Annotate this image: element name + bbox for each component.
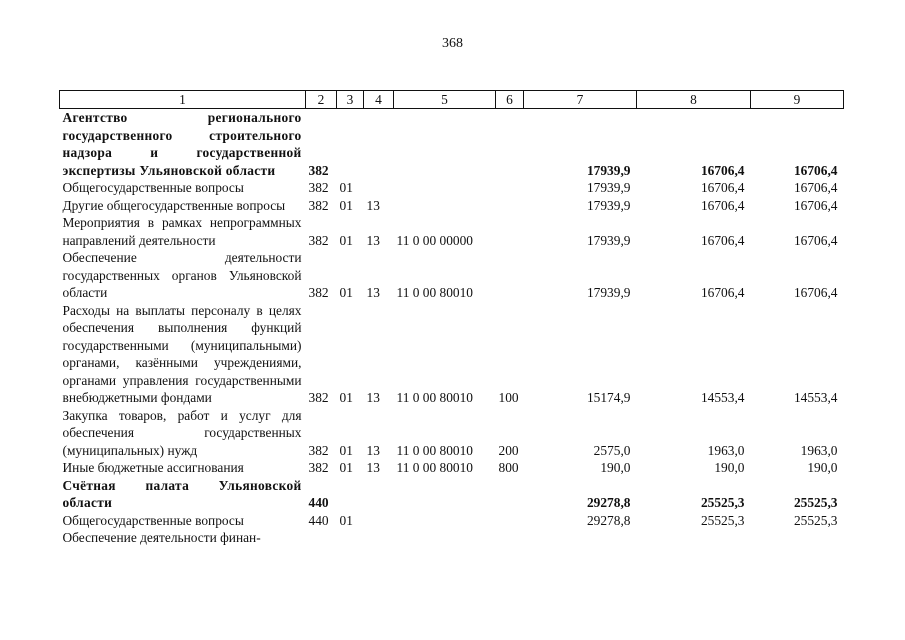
row-name: Обеспечение деятельности государственных органов Ульяновской области [62,250,302,300]
row-expense-type-code [496,477,524,512]
row-value-col9: 25525,3 [793,512,838,528]
row-subsection-code: 13 [366,390,380,405]
row-value-col8: 14553,4 [700,390,745,405]
row-section-code [337,109,364,180]
row-value-col7: 17939,9 [586,180,631,195]
page-number: 368 [442,36,463,51]
row-subsection-code [364,179,394,197]
row-value-col9: 16706,4 [793,285,838,300]
row-subsection-code: 13 [366,460,380,475]
row-name: Мероприятия в рамках непрограммных направлений деятельности [62,215,302,248]
header-cell-7: 7 [524,91,637,109]
row-section-code: 01 [339,442,353,458]
row-value-col9: 14553,4 [793,390,838,405]
row-value-col7: 29278,8 [586,512,631,528]
row-target-code [394,529,496,547]
row-subsection-code [364,512,394,530]
row-ministry-code: 382 [308,162,329,178]
header-cell-5: 5 [394,91,496,109]
header-cell-6: 6 [496,91,524,109]
row-value-col9: 16706,4 [793,232,838,248]
row-name: Иные бюджетные ассигнования [62,460,244,475]
row-target-code: 11 0 00 80010 [396,390,473,405]
row-value-col9: 16706,4 [793,162,838,178]
row-name: Агентство регионального государственного строительного надзора и государственной экспертизы Ульяновской области [62,110,302,178]
row-value-col9: 190,0 [807,460,838,475]
row-target-code: 11 0 00 80010 [396,442,473,458]
row-subsection-code [364,529,394,547]
row-subsection-code [364,109,394,180]
row-name: Общегосударственные вопросы [62,180,244,195]
row-section-code: 01 [339,285,353,300]
row-expense-type-code [496,197,524,215]
row-section-code: 01 [339,232,353,248]
row-value-col9 [751,529,844,547]
row-target-code [394,109,496,180]
row-value-col8: 16706,4 [700,285,745,300]
row-value-col7 [524,529,637,547]
row-value-col8: 16706,4 [700,232,745,248]
row-name: Расходы на выплаты персоналу в целях обеспечения выполнения функций государственными (муниципальными) органами, казёнными учреждениями, органами управления государственными внебюджетными фондами [62,302,302,405]
row-ministry-code: 382 [308,285,329,300]
budget-table [59,90,844,547]
table-row [60,197,844,215]
row-value-col8: 16706,4 [700,162,745,178]
row-subsection-code: 13 [366,442,380,458]
row-value-col9: 16706,4 [793,197,838,213]
table-header [60,91,844,109]
row-section-code: 01 [339,197,353,213]
row-value-col7: 17939,9 [586,197,631,213]
row-name: Закупка товаров, работ и услуг для обеспечения государственных (муниципальных) нужд [62,407,302,458]
row-value-col8: 16706,4 [700,197,745,213]
row-ministry-code: 382 [308,390,329,405]
row-target-code [394,179,496,197]
row-section-code: 01 [339,512,353,528]
row-subsection-code: 13 [366,232,380,248]
row-target-code: 11 0 00 00000 [396,232,473,248]
row-section-code: 01 [339,460,353,475]
row-target-code [394,477,496,512]
table-row [60,214,844,249]
row-ministry-code: 382 [308,442,329,458]
row-value-col8: 16706,4 [700,180,745,195]
row-expense-type-code: 800 [498,460,519,475]
row-value-col7: 2575,0 [593,442,631,458]
table-row [60,529,844,547]
row-expense-type-code: 200 [498,442,519,458]
row-expense-type-code [496,529,524,547]
row-value-col8: 190,0 [714,460,745,475]
row-section-code: 01 [339,180,353,195]
row-expense-type-code [496,214,524,249]
table-row [60,477,844,512]
row-value-col7: 17939,9 [586,232,631,248]
row-value-col8 [637,529,751,547]
row-value-col7: 17939,9 [586,285,631,300]
row-section-code: 01 [339,390,353,405]
row-expense-type-code [496,512,524,530]
row-target-code [394,197,496,215]
table-row [60,512,844,530]
row-expense-type-code [496,109,524,180]
row-expense-type-code [496,249,524,302]
header-cell-9: 9 [751,91,844,109]
header-cell-1: 1 [60,91,306,109]
row-value-col9: 1963,0 [800,442,838,458]
table-row [60,179,844,197]
table-row [60,249,844,302]
table-row [60,407,844,460]
row-subsection-code [364,477,394,512]
row-value-col7: 17939,9 [586,162,631,178]
row-target-code: 11 0 00 80010 [396,285,473,300]
row-ministry-code [306,529,337,547]
row-ministry-code: 382 [308,197,329,213]
row-value-col8: 1963,0 [707,442,745,458]
header-cell-8: 8 [637,91,751,109]
row-name: Обеспечение деятельности финан- [62,530,261,545]
row-ministry-code: 382 [308,460,329,475]
row-value-col7: 15174,9 [586,390,631,405]
row-name: Общегосударственные вопросы [62,512,244,528]
row-name: Другие общегосударственные вопросы [62,197,286,213]
row-target-code [394,512,496,530]
row-value-col8: 25525,3 [700,495,745,510]
table-row [60,302,844,407]
row-ministry-code: 382 [308,180,329,195]
row-section-code [337,477,364,512]
row-subsection-code: 13 [366,197,380,213]
table-row [60,109,844,180]
row-ministry-code: 382 [308,232,329,248]
row-value-col7: 29278,8 [586,495,631,510]
row-target-code: 11 0 00 80010 [396,460,473,475]
row-ministry-code: 440 [308,512,329,528]
row-expense-type-code [496,179,524,197]
row-value-col8: 25525,3 [700,512,745,528]
row-section-code [337,529,364,547]
row-value-col9: 25525,3 [793,495,838,510]
row-expense-type-code: 100 [498,390,519,405]
row-value-col7: 190,0 [600,460,631,475]
row-value-col9: 16706,4 [793,180,838,195]
row-ministry-code: 440 [308,495,329,510]
header-cell-4: 4 [364,91,394,109]
table-row [60,459,844,477]
table-body [60,109,844,547]
row-subsection-code: 13 [366,285,380,300]
header-cell-2: 2 [306,91,337,109]
header-cell-3: 3 [337,91,364,109]
header-row [60,91,844,109]
row-name: Счётная палата Ульяновской области [62,477,302,510]
